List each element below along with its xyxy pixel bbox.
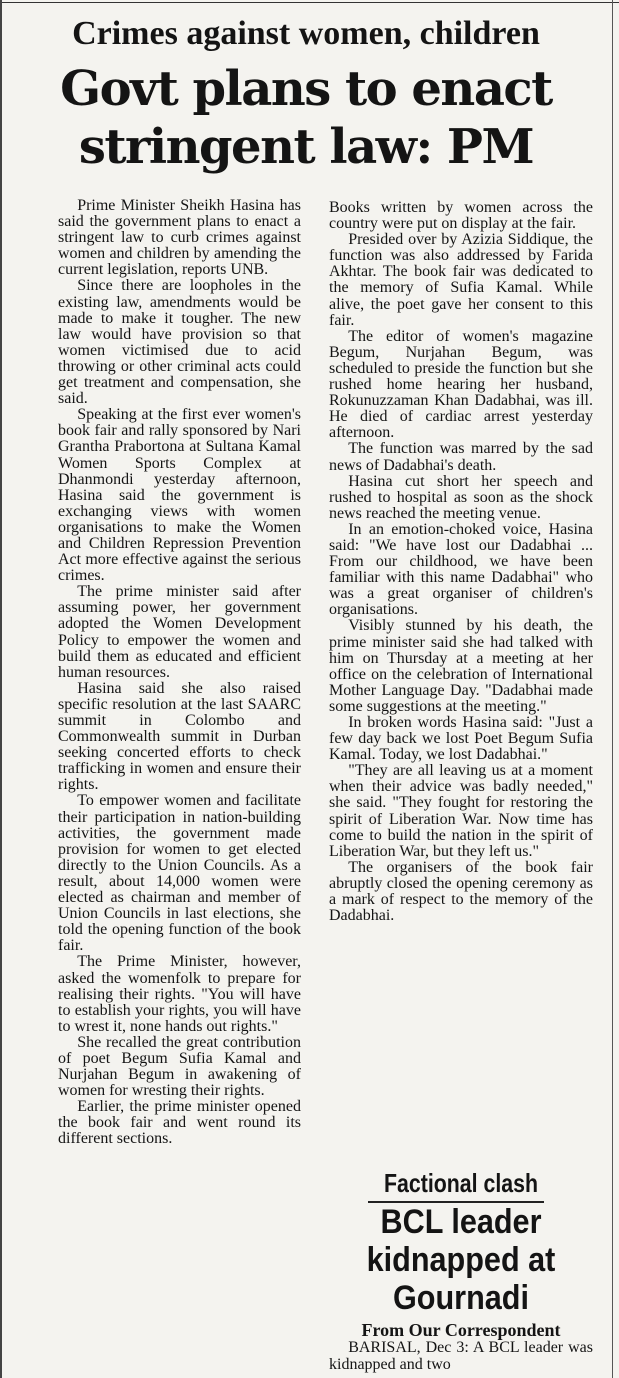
article-column-1 xyxy=(58,198,301,1148)
second-article-byline: From Our Correspondent xyxy=(361,1320,561,1340)
paragraph: Hasina said she also raised specific resolution at the last SAARC summit in Colombo and Commonwealth summit in Durban seeking concerted efforts to check trafficking in women and ensure their rights. xyxy=(58,679,301,794)
paragraph: Hasina cut short her speech and rushed to hospital as soon as the shock news reached the meeting venue. xyxy=(329,472,593,522)
second-article-kicker: Factional clash xyxy=(383,1168,539,1198)
paragraph: She recalled the great contribution of poet Begum Sufia Kamal and Nurjahan Begum in awakening of women for wresting their rights. xyxy=(58,1033,301,1100)
paragraph: The editor of women's magazine Begum, Nurjahan Begum, was scheduled to preside the function but she rushed home hearing her husband, Rokunuzzaman Khan Dadabhai, was ill. He died of cardiac arrest yesterday afternoon. xyxy=(329,327,593,442)
article-column-2 xyxy=(329,200,593,924)
second-article-lead: BARISAL, Dec 3: A BCL leader was kidnapped and two xyxy=(329,1339,593,1373)
paragraph: Speaking at the first ever women's book fair and rally sponsored by Nari Grantha Prabortona at Sultana Kamal Women Sports Complex at Dhanmondi yesterday afternoon, Hasina said the government is exchanging views with women organisations to make the Women and Children Repression Prevention Act more effective against the serious crimes. xyxy=(58,406,301,585)
paragraph: In an emotion-choked voice, Hasina said: "We have lost our Dadabhai ... From our childhood, we have been familiar with this name Dadabhai" who was a great organiser of children's organisations. xyxy=(329,520,593,619)
paragraph: Prime Minister Sheikh Hasina has said the government plans to enact a stringent law to curb crimes against women and children by amending the current legislation, reports UNB. xyxy=(58,197,301,279)
paragraph: Visibly stunned by his death, the prime minister said she had talked with him on Thursday at a meeting at her office on the celebration of International Mother Language Day. "Dadabhai made some suggestions at the meeting." xyxy=(329,617,593,715)
paragraph: In broken words Hasina said: "Just a few day back we lost Poet Begum Sufia Kamal. Today, we lost Dadabhai." xyxy=(329,714,593,764)
paragraph: The prime minister said after assuming power, her government adopted the Women Development Policy to empower the women and build them as educated and efficient human resources. xyxy=(58,583,301,681)
article-headline: Govt plans to enact stringent law: PM xyxy=(60,61,552,175)
paragraph: The organisers of the book fair abruptly closed the opening ceremony as a mark of respect to the memory of the Dadabhai. xyxy=(329,858,593,925)
paragraph: Books written by women across the country were put on display at the fair. xyxy=(329,199,593,233)
left-column-rule xyxy=(0,0,2,1378)
paragraph: The Prime Minister, however, asked the womenfolk to prepare for realising their rights. "You will have to establish your rights, you will have to wrest it, none hands out rights." xyxy=(58,953,301,1035)
paragraph: Presided over by Azizia Siddique, the function was also addressed by Farida Akhtar. The book fair was dedicated to the memory of Sufia Kamal. While alive, the poet gave her consent to this fair. xyxy=(329,231,593,329)
top-border-rule xyxy=(0,2,619,3)
paragraph: To empower women and facilitate their participation in nation-building activities, the government made provision for women to get elected directly to the Union Councils. As a result, about 14,000 women were elected as chairman and member of Union Councils in last elections, she told the opening function of the book fair. xyxy=(58,792,301,955)
right-column-rule xyxy=(612,0,613,1378)
paragraph: Since there are loopholes in the existing law, amendments would be made to make it tougher. The new law would have provision so that women victimised due to acid throwing or other criminal acts could get treatment and compensation, she said. xyxy=(58,277,301,408)
article-kicker: Crimes against women, children xyxy=(72,15,540,52)
second-article-headline: BCL leader kidnapped at Gournadi xyxy=(366,1203,556,1317)
paragraph: Earlier, the prime minister opened the book fair and went round its different sections. xyxy=(58,1098,301,1148)
paragraph: "They are all leaving us at a moment when their advice was badly needed," she said. "They fought for restoring the spirit of Liberation War. Now time has come to build the nation in the spirit of Liberation War, but they left us." xyxy=(329,762,593,860)
paragraph: The function was marred by the sad news of Dadabhai's death. xyxy=(329,440,593,474)
